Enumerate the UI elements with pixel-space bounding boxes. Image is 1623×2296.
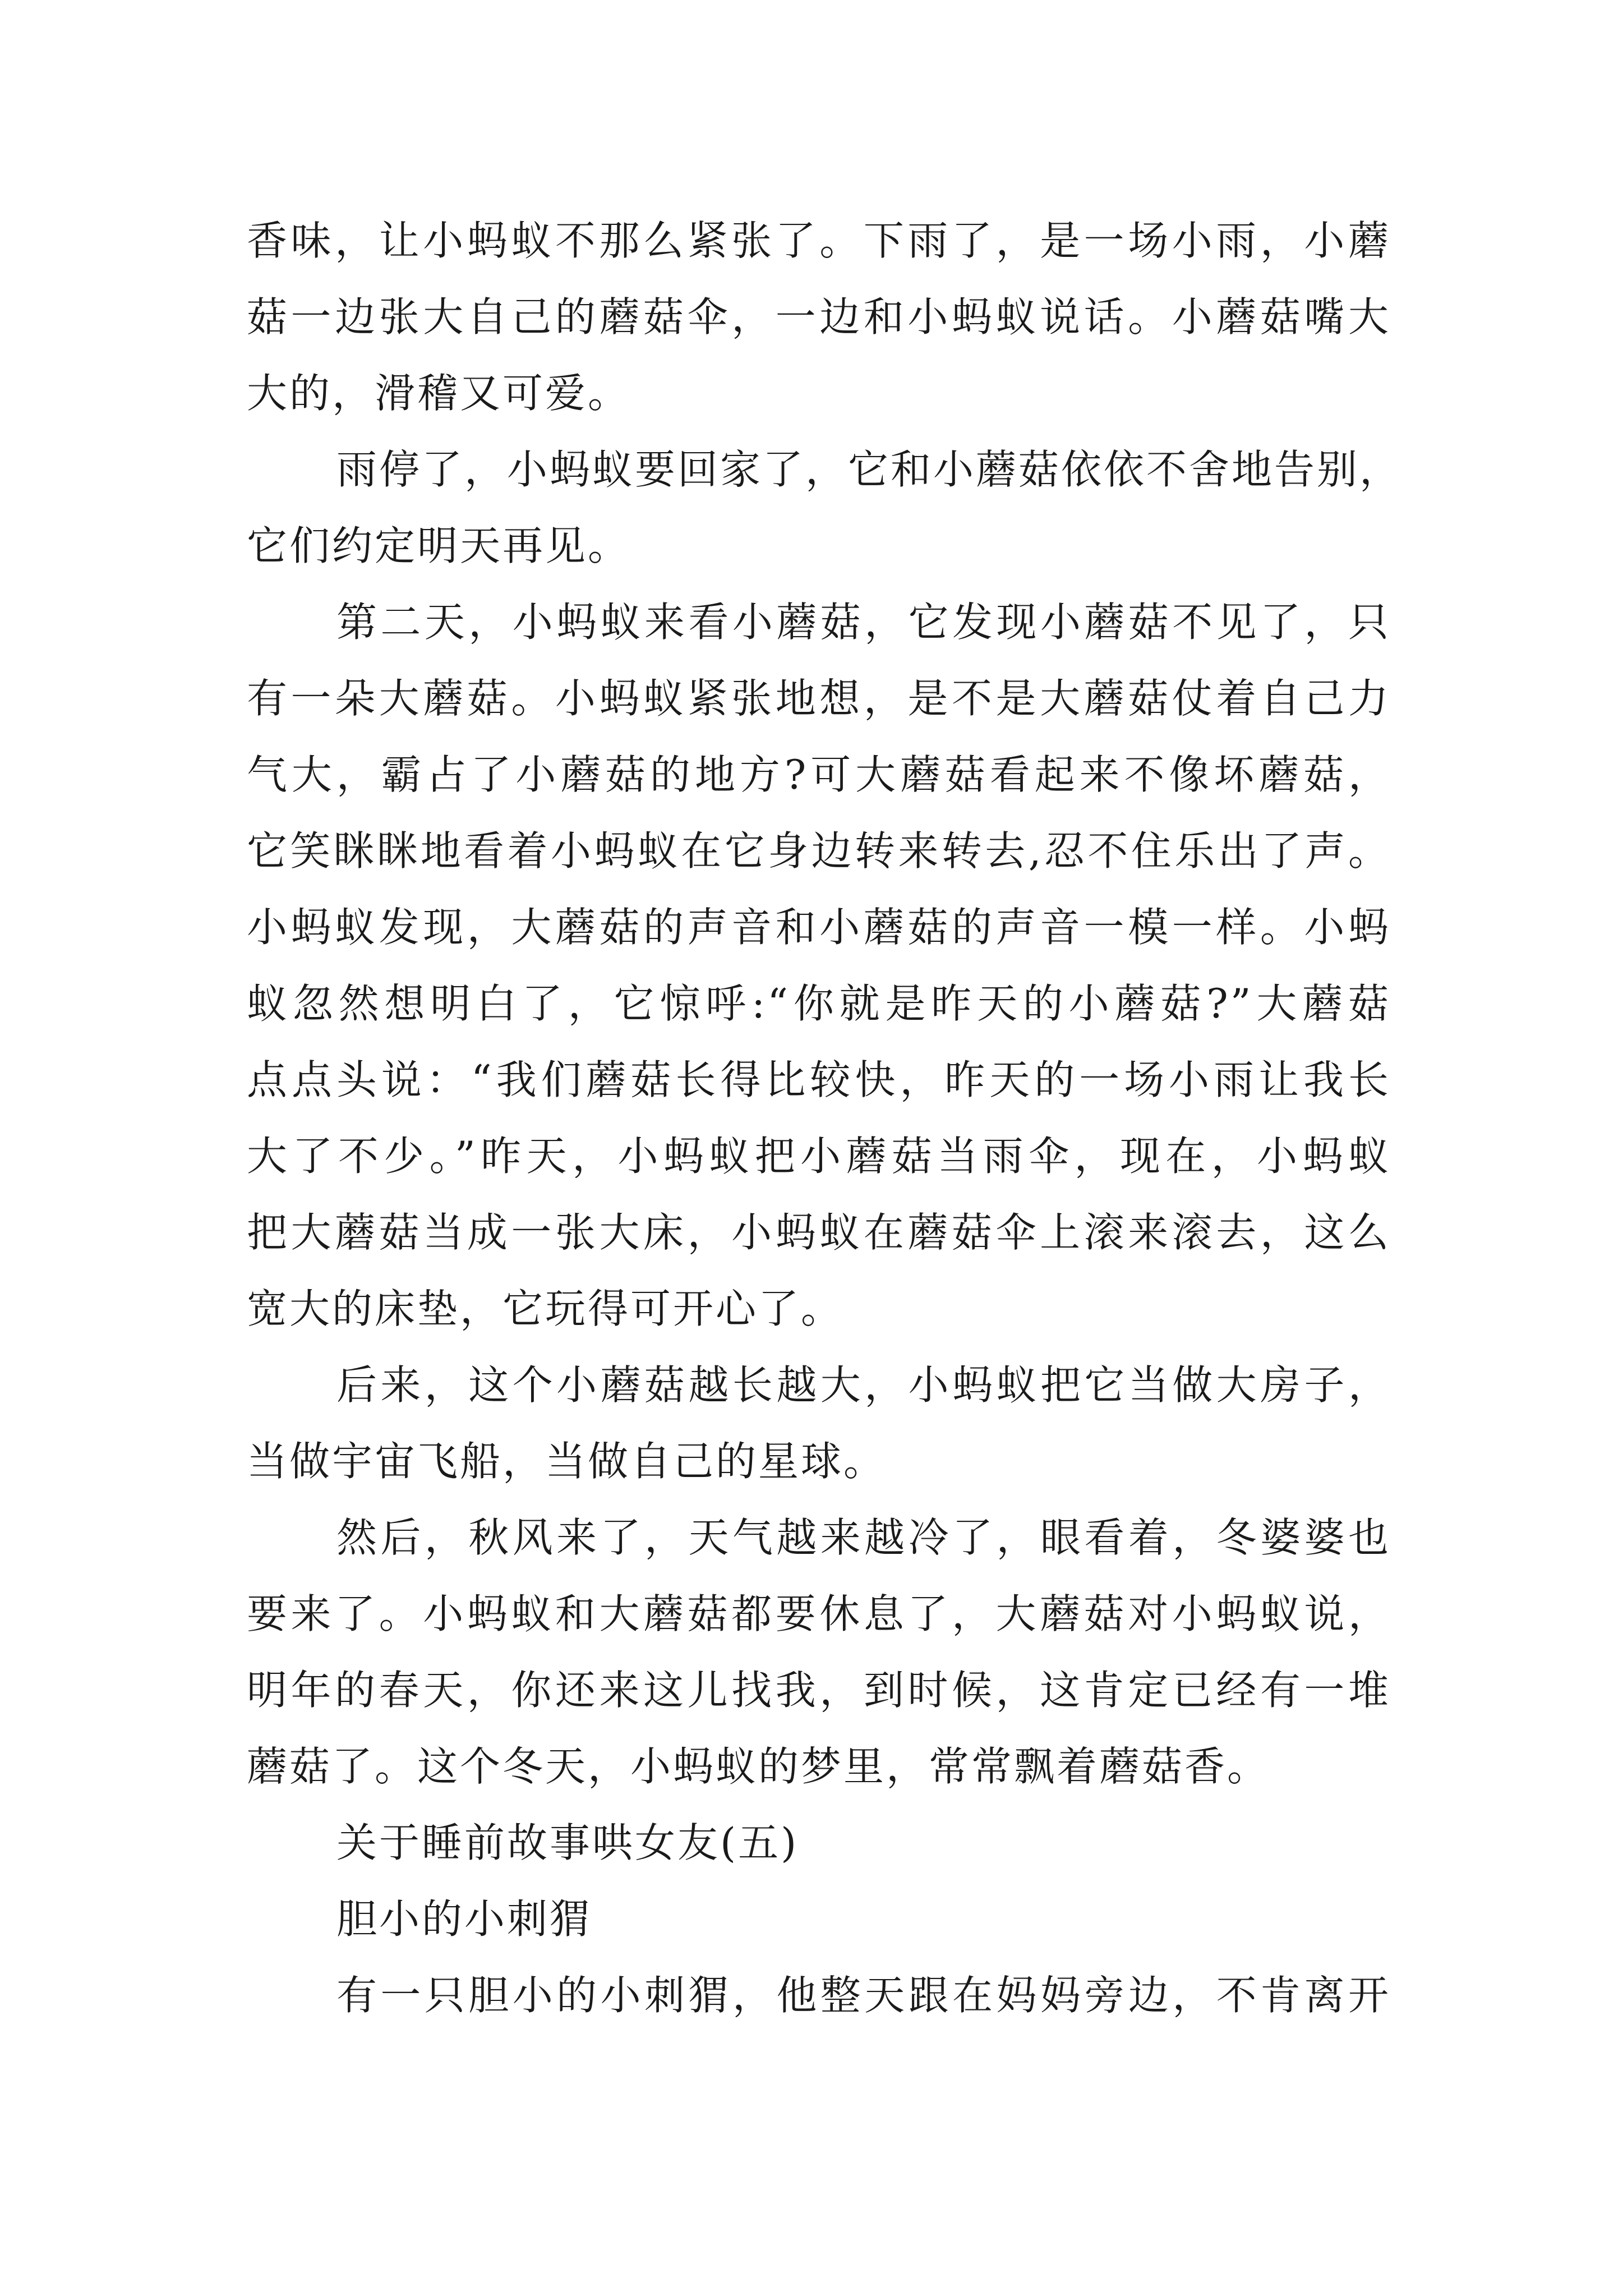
text-line: 把大蘑菇当成一张大床，小蚂蚁在蘑菇伞上滚来滚去，这么 [247, 1209, 1391, 1256]
text-line: 小蚂蚁发现，大蘑菇的声音和小蘑菇的声音一模一样。小蚂 [247, 904, 1391, 951]
text-line: 明年的春天，你还来这儿找我，到时候，这肯定已经有一堆 [247, 1667, 1391, 1714]
text-line: 要来了。小蚂蚁和大蘑菇都要休息了，大蘑菇对小蚂蚁说， [247, 1590, 1391, 1637]
text-line: 宽大的床垫，它玩得可开心了。 [247, 1285, 844, 1332]
story-title: 胆小的小刺猬 [336, 1895, 593, 1943]
text-line: 点点头说：“我们蘑菇长得比较快，昨天的一场小雨让我长 [247, 1056, 1391, 1103]
text-line: 香味，让小蚂蚁不那么紧张了。下雨了，是一场小雨，小蘑 [247, 217, 1391, 264]
text-line: 当做宇宙飞船，当做自己的星球。 [247, 1438, 887, 1485]
paragraph-start: 第二天，小蚂蚁来看小蘑菇，它发现小蘑菇不见了，只 [336, 599, 1391, 646]
text-line: 蚁忽然想明白了，它惊呼:“你就是昨天的小蘑菇?”大蘑菇 [247, 980, 1391, 1027]
text-line: 它笑眯眯地看着小蚂蚁在它身边转来转去,忍不住乐出了声。 [247, 827, 1391, 875]
text-line: 大了不少。”昨天，小蚂蚁把小蘑菇当雨伞，现在，小蚂蚁 [247, 1133, 1391, 1180]
paragraph-start: 然后，秋风来了，天气越来越冷了，眼看着，冬婆婆也 [336, 1514, 1391, 1561]
text-line: 气大，霸占了小蘑菇的地方?可大蘑菇看起来不像坏蘑菇， [247, 751, 1391, 798]
text-line: 有一朵大蘑菇。小蚂蚁紧张地想，是不是大蘑菇仗着自己力 [247, 675, 1391, 722]
text-line: 大的，滑稽又可爱。 [247, 370, 631, 417]
paragraph-start: 后来，这个小蘑菇越长越大，小蚂蚁把它当做大房子， [336, 1361, 1391, 1409]
text-line: 它们约定明天再见。 [247, 522, 631, 569]
text-line: 蘑菇了。这个冬天，小蚂蚁的梦里，常常飘着蘑菇香。 [247, 1743, 1270, 1790]
section-heading: 关于睡前故事哄女友(五) [336, 1819, 799, 1866]
paragraph-start: 雨停了，小蚂蚁要回家了，它和小蘑菇依依不舍地告别， [336, 446, 1403, 493]
paragraph-start: 有一只胆小的小刺猬，他整天跟在妈妈旁边，不肯离开 [336, 1972, 1391, 2019]
text-line: 菇一边张大自己的蘑菇伞，一边和小蚂蚁说话。小蘑菇嘴大 [247, 293, 1391, 341]
